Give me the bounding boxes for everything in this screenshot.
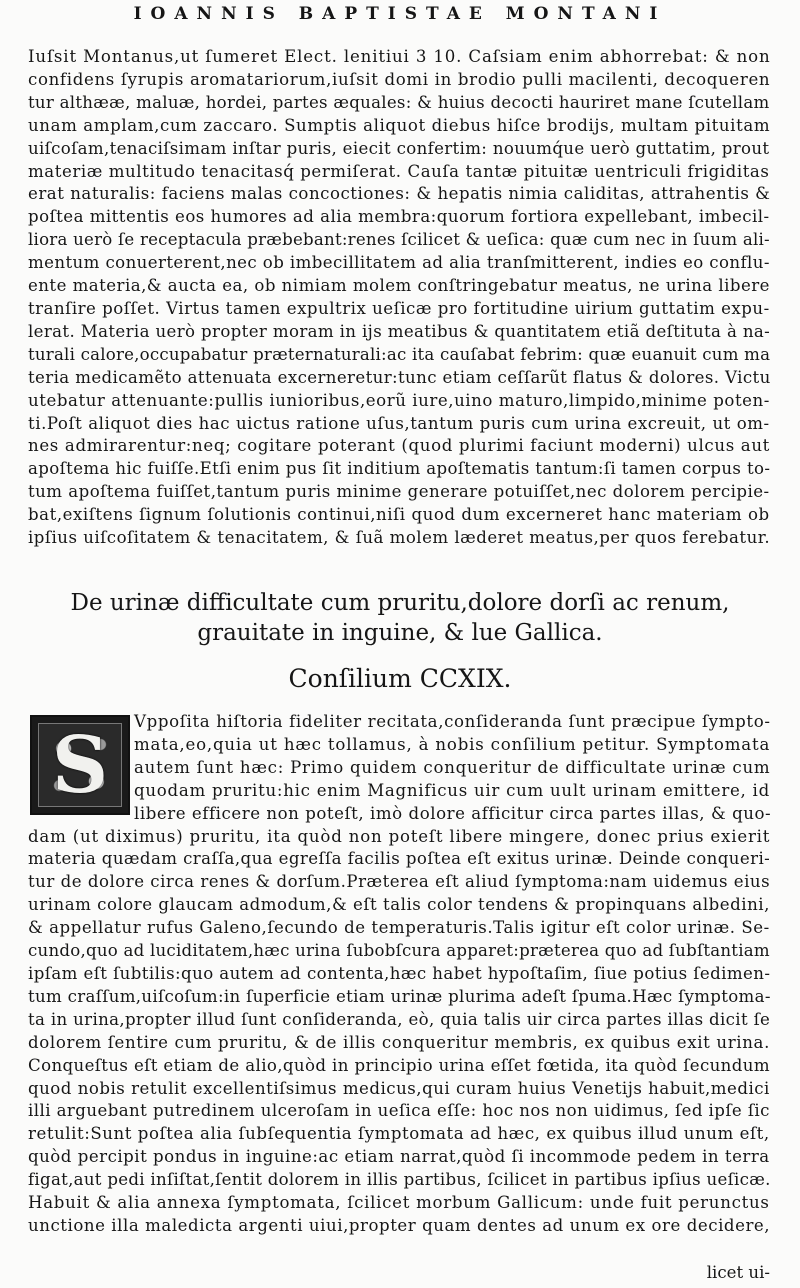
text-line: retulit:Sunt poſtea alia ſubſequentia ſymptomata ad hæc, ex quibus illud unum eſt, (28, 1124, 770, 1144)
chapter-heading-line: grauitate in inguine, & lue Gallica. (197, 620, 603, 646)
text-line: quod nobis retulit excellentiſsimus medicus,qui curam huius Venetijs habuit,medici (28, 1078, 770, 1098)
running-head: IOANNIS BAPTISTAE MONTANI (133, 4, 667, 24)
text-line: tranſire poſſet. Virtus tamen expultrix ueſicæ pro fortitudine uirium guttatim expu- (28, 298, 770, 318)
text-line: illi arguebant putredinem ulceroſam in ueſica eſſe: hoc nos non uidimus, ſed ipſe ſic (28, 1101, 770, 1121)
consilium-title: Conſilium CCXIX. (288, 664, 512, 693)
text-line: ti.Poſt aliquot dies hac uictus ratione uſus,tantum puris cum urina excreuit, ut om- (28, 413, 770, 433)
text-line: uiſcoſam,tenaciſsimam inſtar puris, eiecit confertim: nouumq́ue uerò guttatim, prout (28, 138, 770, 158)
chapter-heading (0, 588, 800, 648)
text-line: apoſtema hic fuiſſe.Etſi enim pus ſit inditium apoſtematis tantum:ſi tamen corpus to- (28, 459, 771, 479)
chapter-heading-line: De urinæ difficultate cum pruritu,dolore dorſi ac renum, (70, 590, 730, 616)
consilium-text (28, 711, 770, 1238)
text-line: erat naturalis: faciens malas concoctiones: & hepatis nimia caliditas, attrahentis & (28, 184, 771, 204)
initial-letter: S (51, 719, 109, 811)
text-line: Iuſsit Montanus,ut ſumeret Elect. lenitiui 3 10. Caſsiam enim abhorrebat: & non (28, 47, 771, 66)
text-line: quòd percipit pondus in inguine:ac etiam narrat,quòd ſi incommode pedem in terra (28, 1147, 770, 1167)
text-line: autem ſunt hæc: Primo quidem conqueritur de difficultate urinæ cum (134, 757, 771, 777)
text-line: liora uerò ſe receptacula præbebant:renes ſcilicet & ueſica: quæ cum nec in ſuum ali- (28, 230, 770, 250)
text-line: quodam pruritu:hic enim Magnificus uir cum uult urinam emittere, id (134, 780, 770, 800)
text-line: ta in urina,propter illud ſunt conſideranda, eò, quia talis uir circa partes illas dicit ſe (28, 1009, 771, 1029)
text-line: dam (ut diximus) pruritu, ita quòd non poteſt libere mingere, donec prius exierit (28, 826, 771, 846)
text-line: materiæ multitudo tenacitasq́ permiſerat. Cauſa tantæ pituitæ uentriculi frigiditas (28, 161, 770, 181)
text-line: mata,eo,quia ut hæc tollamus, à nobis conſilium petitur. Symptomata (134, 734, 771, 754)
text-line: mentum conuerterent,nec ob imbecillitatem ad alia tranſmitterent, indies eo conflu- (28, 253, 770, 273)
text-line: ipſius uiſcoſitatem & tenacitatem, & ſuã molem læderet meatus,per quos ferebatur. (28, 528, 771, 548)
text-line: cundo,quo ad luciditatem,hæc urina ſubobſcura apparet:præterea quo ad ſubſtantiam (28, 941, 770, 961)
text-line: poſtea mittentis eos humores ad alia membra:quorum fortiora expellebant, imbecil- (28, 207, 770, 227)
text-line: dolorem ſentire cum pruritu, & de illis conqueritur membris, ex quibus exit urina. (28, 1032, 770, 1052)
text-line: libere efficere non poteſt, imò dolore afficitur circa partes illas, & quo- (134, 803, 772, 823)
text-line: confidens ſyrupis aromatariorum,iuſsit domi in brodio pulli macilenti, decoqueren (28, 69, 771, 89)
text-line: Habuit & alia annexa ſymptomata, ſcilicet morbum Gallicum: unde fuit perunctus (28, 1193, 770, 1213)
text-line: Vppoſita hiſtoria fideliter recitata,conſideranda ſunt præcipue ſympto- (134, 712, 771, 731)
text-line: unctione illa maledicta argenti uiui,propter quam dentes ad unum ex ore decidere, (28, 1215, 771, 1235)
text-line: tur de dolore circa renes & dorſum.Præterea eſt aliud ſymptoma:nam uidemus eius (28, 872, 771, 892)
text-line: unam amplam,cum zaccaro. Sumptis aliquot diebus hiſce brodijs, multam pituitam (28, 115, 771, 135)
text-line: ente materia,& aucta ea, ob nimiam molem conſtringebatur meatus, ne urina libere (28, 276, 770, 296)
catchword: licet ui- (706, 1263, 770, 1282)
text-line: materia quædam craſſa,qua egreſſa facilis poſtea eſt exitus urinæ. Deinde conqueri- (28, 849, 771, 869)
text-line: tur althææ, maluæ, hordei, partes æquales: & huius decocti hauriret mane ſcutellam (28, 92, 770, 112)
text-line: figat,aut pedi inſiſtat,ſentit dolorem in illis partibus, ſcilicet in partibus ipſius ueſicæ. (28, 1170, 771, 1190)
text-line: tum craſſum,uiſcoſum:in ſuperficie etiam urinæ plurima adeſt ſpuma.Hæc ſymptoma- (28, 986, 771, 1006)
previous-consilium-text (28, 46, 770, 550)
text-line: Conqueſtus eſt etiam de alio,quòd in principio urina eſſet fœtida, ita quòd ſecundum (28, 1055, 770, 1075)
text-line: tum apoſtema fuiſſet,tantum puris minime generare potuiſſet,nec dolorem percipie- (28, 482, 770, 502)
text-line: urinam colore glaucam admodum,& eſt talis color tendens & propinquans albedini, (28, 895, 770, 915)
text-line: & appellatur rufus Galeno,ſecundo de temperaturis.Talis igitur eſt color urinæ. Se- (28, 918, 770, 938)
text-line: nes admirarentur:neq; cogitare poterant (quod plurimi faciunt moderni) ulcus aut (28, 436, 771, 456)
text-line: bat,exiſtens ſignum ſolutionis continui,niſi quod dum excerneret hanc materiam ob (28, 505, 770, 525)
text-line: turali calore,occupabatur præternaturali:ac ita cauſabat febrim: quæ euanuit cum ma (28, 344, 771, 364)
text-line: teria medicamẽto attenuata excerneretur:tunc etiam ceſſarũt flatus & dolores. Victu (28, 367, 771, 387)
text-line: ipſam eſt ſubtilis:quo autem ad contenta,hæc habet hypoſtaſim, ſiue potius ſedimen- (28, 963, 771, 983)
text-line: utebatur attenuante:pullis iunioribus,eorũ iure,uino maturo,limpido,minime poten- (28, 390, 770, 410)
text-line: lerat. Materia uerò propter moram in ijs meatibus & quantitatem etiã deſtituta à na- (28, 321, 771, 341)
